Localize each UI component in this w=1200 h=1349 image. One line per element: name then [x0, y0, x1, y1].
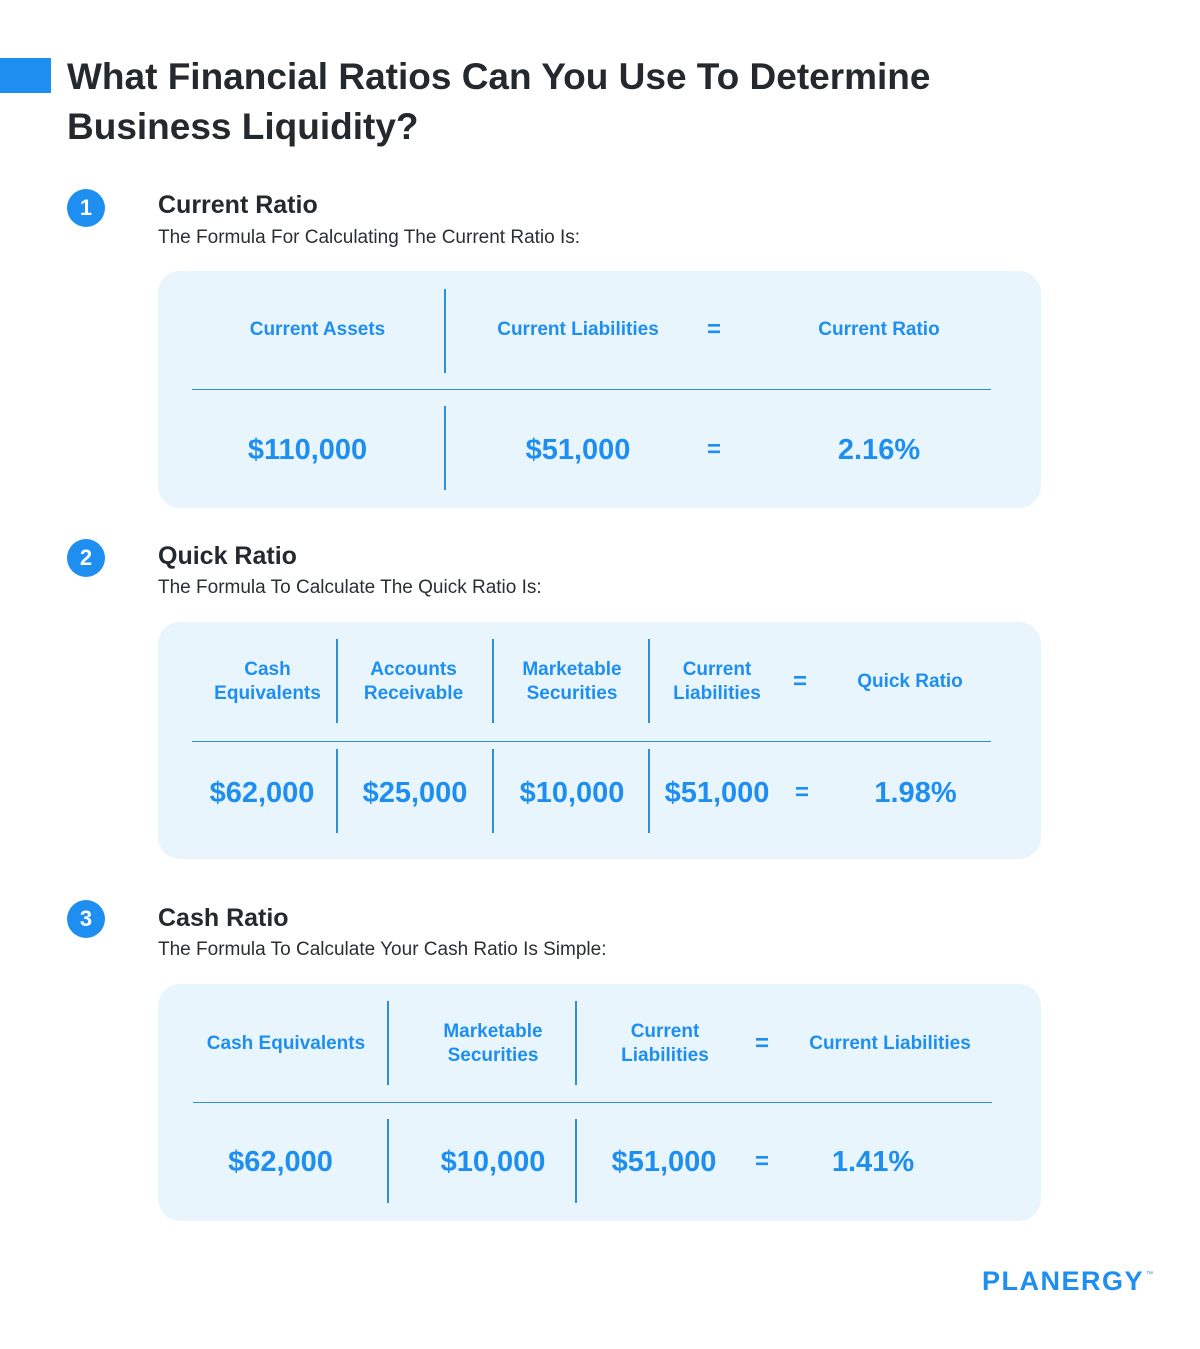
- value-current-liabilities: $51,000: [525, 433, 631, 466]
- section-title-cash-ratio: Cash Ratio: [158, 904, 289, 932]
- step-number-2: 2: [67, 539, 105, 577]
- title-accent-bar: [0, 58, 51, 93]
- divider: [387, 1001, 389, 1085]
- label-current-liabilities: Current Liabilities: [497, 319, 659, 340]
- divider: [492, 639, 494, 723]
- fraction-line: [193, 1102, 992, 1103]
- value-current-liabilities: $51,000: [611, 1145, 717, 1178]
- label-cash-equivalents: Cash Equivalents: [214, 659, 321, 704]
- equals-sign: =: [792, 668, 807, 695]
- step-number-3: 3: [67, 900, 105, 938]
- label-current-assets: Current Assets: [249, 319, 386, 340]
- value-current-liabilities: $51,000: [664, 776, 770, 809]
- page-title: What Financial Ratios Can You Use To Determine Business Liquidity?: [67, 56, 931, 147]
- value-current-ratio: 2.16%: [837, 433, 921, 466]
- divider: [648, 639, 650, 723]
- step-number-1: 1: [67, 189, 105, 227]
- label-quick-ratio: Quick Ratio: [857, 671, 963, 692]
- label-marketable-securities: Marketable Securities: [522, 659, 622, 704]
- equals-sign: =: [706, 316, 721, 343]
- trademark-symbol: ™: [1146, 1271, 1153, 1278]
- section-title-current-ratio: Current Ratio: [158, 191, 318, 219]
- label-marketable-securities: Marketable Securities: [443, 1021, 543, 1066]
- divider: [336, 639, 338, 723]
- section-subtitle-cash-ratio: The Formula To Calculate Your Cash Ratio Is Simple:: [158, 939, 607, 960]
- value-accounts-receivable: $25,000: [362, 776, 468, 809]
- value-cash-ratio: 1.41%: [831, 1145, 915, 1178]
- divider: [336, 749, 338, 833]
- value-marketable-securities: $10,000: [519, 776, 625, 809]
- divider: [444, 406, 446, 490]
- value-quick-ratio: 1.98%: [874, 776, 957, 809]
- equals-sign: =: [706, 436, 721, 463]
- equals-sign: =: [754, 1030, 769, 1057]
- label-current-liabilities-result: Current Liabilities: [809, 1033, 971, 1054]
- planergy-logo: PLANERGY: [982, 1266, 1145, 1296]
- equals-sign: =: [754, 1148, 769, 1175]
- divider: [575, 1001, 577, 1085]
- cash-ratio-formula-card: [158, 984, 1041, 1221]
- value-cash-equivalents: $62,000: [209, 776, 315, 809]
- divider: [492, 749, 494, 833]
- fraction-line: [192, 741, 991, 742]
- label-current-ratio: Current Ratio: [818, 319, 940, 340]
- divider: [648, 749, 650, 833]
- value-cash-equivalents: $62,000: [228, 1145, 333, 1178]
- divider: [387, 1119, 389, 1203]
- value-current-assets: $110,000: [247, 433, 368, 466]
- divider: [575, 1119, 577, 1203]
- label-accounts-receivable: Accounts Receivable: [363, 659, 464, 704]
- section-subtitle-current-ratio: The Formula For Calculating The Current Ratio Is:: [158, 227, 581, 248]
- section-title-quick-ratio: Quick Ratio: [158, 542, 297, 570]
- label-current-liabilities: Current Liabilities: [621, 1021, 709, 1066]
- equals-sign: =: [794, 779, 809, 806]
- value-marketable-securities: $10,000: [440, 1145, 546, 1178]
- label-cash-equivalents: Cash Equivalents: [206, 1033, 366, 1054]
- label-current-liabilities: Current Liabilities: [673, 659, 761, 704]
- current-ratio-formula-card: [158, 271, 1041, 508]
- section-subtitle-quick-ratio: The Formula To Calculate The Quick Ratio Is:: [158, 577, 542, 598]
- quick-ratio-formula-card: [158, 622, 1041, 859]
- divider: [444, 289, 446, 373]
- fraction-line: [192, 389, 991, 390]
